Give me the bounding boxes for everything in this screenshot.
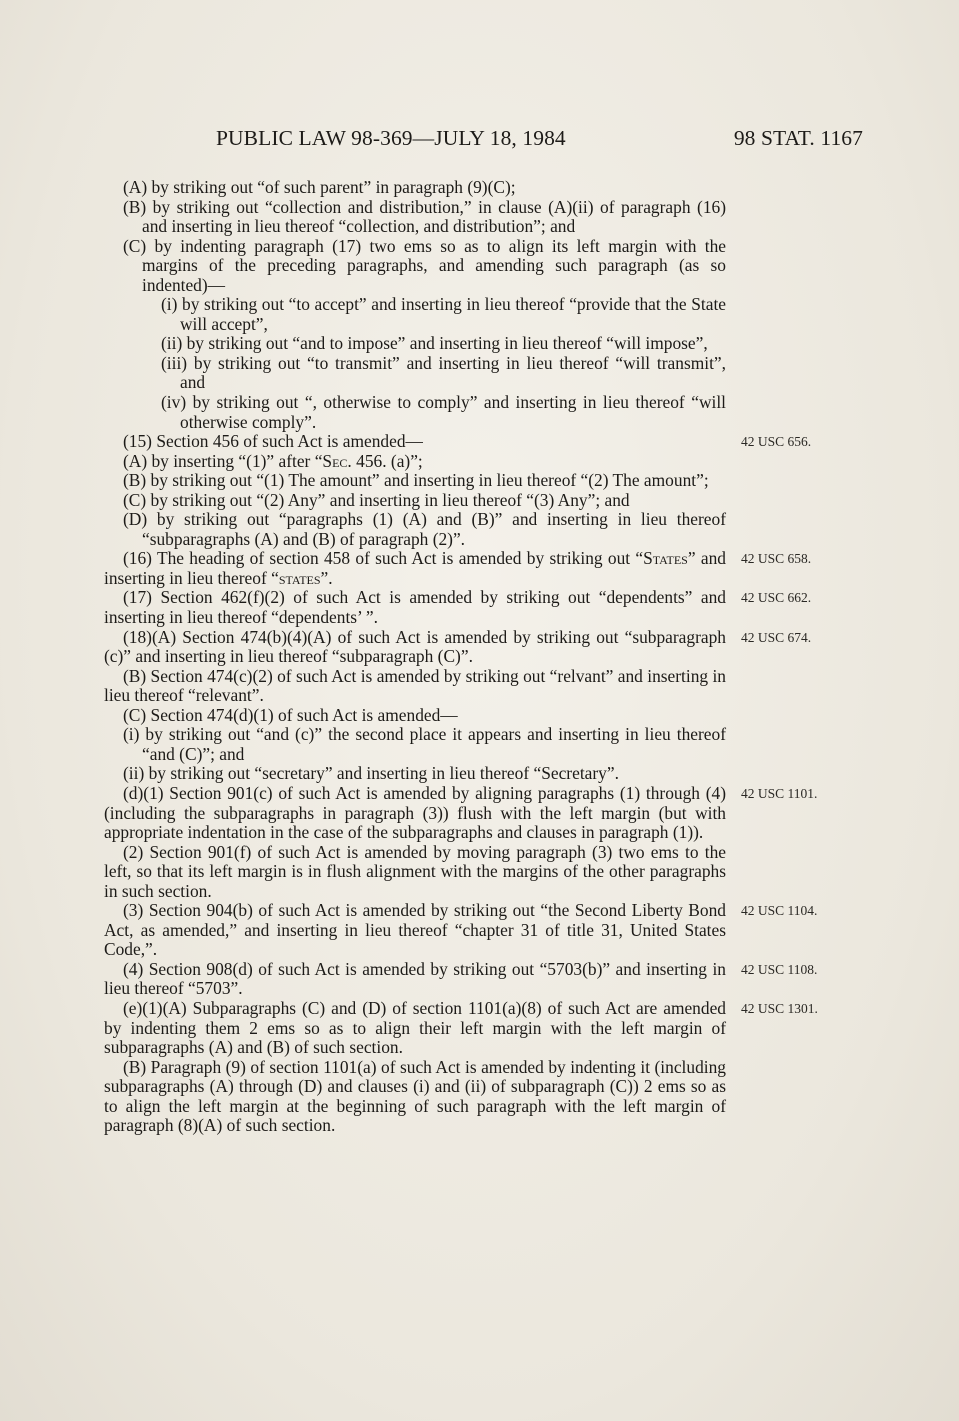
- paragraph-with-note: [104, 587, 812, 628]
- paragraph: (C) by indenting paragraph (17) two ems so as to align its left margin with the margins of the preceding paragraphs, and amending such paragraph (as so indented)—: [123, 235, 726, 295]
- paragraph-text: (A) by inserting “(1)” after “: [123, 450, 323, 471]
- paragraph-with-note: [104, 431, 812, 452]
- paragraph: (15) Section 456 of such Act is amended—: [123, 431, 423, 452]
- small-caps-text: Sec.: [322, 450, 352, 471]
- margin-note: 42 USC 1104.: [741, 903, 818, 919]
- paragraph-with-note: [104, 958, 818, 999]
- paragraph-with-note: [104, 548, 812, 588]
- page-title: PUBLIC LAW 98-369—JULY 18, 1984: [216, 126, 566, 150]
- stat-citation: 98 STAT. 1167: [733, 126, 863, 150]
- paragraph: (4) Section 908(d) of such Act is amended by striking out “5703(b)” and inserting in lieu thereof “5703”.: [104, 958, 726, 999]
- margin-note: 42 USC 658.: [741, 551, 812, 567]
- paragraph-with-note: [104, 997, 818, 1058]
- paragraph: (i) by striking out “and (c)” the second place it appears and inserting in lieu thereof “and (C)”; and: [123, 724, 726, 764]
- small-caps-text: States: [643, 548, 688, 569]
- paragraph-with-note: [104, 900, 818, 960]
- paragraph: (17) Section 462(f)(2) of such Act is amended by striking out “dependents” and inserting in lieu thereof “dependents’ ”.: [104, 587, 726, 628]
- paragraph: (i) by striking out “to accept” and inserting in lieu thereof “provide that the State will accept”,: [161, 294, 726, 334]
- paragraph: (B) Section 474(c)(2) of such Act is amended by striking out “relvant” and inserting in lieu thereof “relevant”.: [104, 665, 726, 706]
- paragraph-text: 456. (a)”;: [351, 450, 423, 471]
- paragraph-text: ”.: [320, 567, 333, 588]
- paragraph: (B) by striking out “collection and distribution,” in clause (A)(ii) of paragraph (16) and inserting in lieu thereof “collection, and distribution”; and: [123, 196, 726, 237]
- paragraph-with-note: [104, 626, 812, 667]
- margin-note: 42 USC 662.: [741, 590, 812, 606]
- paragraph: (3) Section 904(b) of such Act is amended by striking out “the Second Liberty Bond Act, as amended,” and inserting in lieu thereof “chapter 31 of title 31, United States Code,”.: [104, 900, 726, 960]
- paragraph: (B) Paragraph (9) of section 1101(a) of such Act is amended by indenting it (including subparagraphs (A) through (D) and clauses (i) and (ii) of subparagraph (C)) 2 ems so as to align the left margin at the beginning of such paragraph with the left margin of paragraph (8)(A) of such section.: [104, 1056, 726, 1136]
- paragraph: (2) Section 901(f) of such Act is amended by moving paragraph (3) two ems to the left, so that its left margin is in flush alignment with the margins of the other paragraphs in such section.: [104, 841, 726, 901]
- paragraph-with-note: [104, 782, 818, 843]
- margin-note: 42 USC 1301.: [741, 1000, 818, 1016]
- paragraph: (ii) by striking out “and to impose” and inserting in lieu thereof “will impose”,: [161, 333, 708, 354]
- paragraph: (18)(A) Section 474(b)(4)(A) of such Act is amended by striking out “subparagraph (c)” and inserting in lieu thereof “subparagraph (C)”.: [104, 626, 726, 667]
- paragraph: (C) by striking out “(2) Any” and inserting in lieu thereof “(3) Any”; and: [123, 489, 630, 510]
- margin-note: 42 USC 656.: [741, 434, 812, 450]
- paragraph: (iii) by striking out “to transmit” and inserting in lieu thereof “will transmit”, and: [161, 352, 726, 393]
- paragraph: (B) by striking out “(1) The amount” and inserting in lieu thereof “(2) The amount”;: [123, 470, 709, 491]
- paragraph: (A) by striking out “of such parent” in paragraph (9)(C);: [123, 177, 516, 197]
- paragraph-text: (16) The heading of section 458 of such Act is amended by striking out “: [123, 548, 644, 569]
- paragraph: (iv) by striking out “, otherwise to comply” and inserting in lieu thereof “will otherwise comply”.: [161, 392, 726, 432]
- margin-note: 42 USC 1101.: [741, 785, 818, 801]
- paragraph: [104, 452, 726, 472]
- paragraph: (e)(1)(A) Subparagraphs (C) and (D) of section 1101(a)(8) of such Act are amended by indenting them 2 ems so as to align their left margin with the left margin of subparagraphs (A) and (B) of such section.: [104, 997, 726, 1058]
- paragraph-text: ” and inserting in lieu thereof “: [104, 548, 726, 588]
- paragraph: (d)(1) Section 901(c) of such Act is amended by aligning paragraphs (1) through (4) (including the subparagraphs in paragraph (3)) flush with the left margin (but with appropriate indentation in the case of the subparagraphs and clauses in paragraph (1)).: [104, 782, 726, 843]
- page-header: [216, 126, 863, 156]
- body-text: [104, 177, 818, 1136]
- small-caps-text: states: [278, 567, 321, 588]
- margin-note: 42 USC 1108.: [741, 961, 818, 977]
- paragraph: (C) Section 474(d)(1) of such Act is amended—: [123, 704, 458, 725]
- paragraph: (ii) by striking out “secretary” and inserting in lieu thereof “Secretary”.: [123, 763, 619, 784]
- margin-note: 42 USC 674.: [741, 629, 812, 645]
- paragraph: (D) by striking out “paragraphs (1) (A) and (B)” and inserting in lieu thereof “subparagraphs (A) and (B) of paragraph (2)”.: [123, 509, 726, 549]
